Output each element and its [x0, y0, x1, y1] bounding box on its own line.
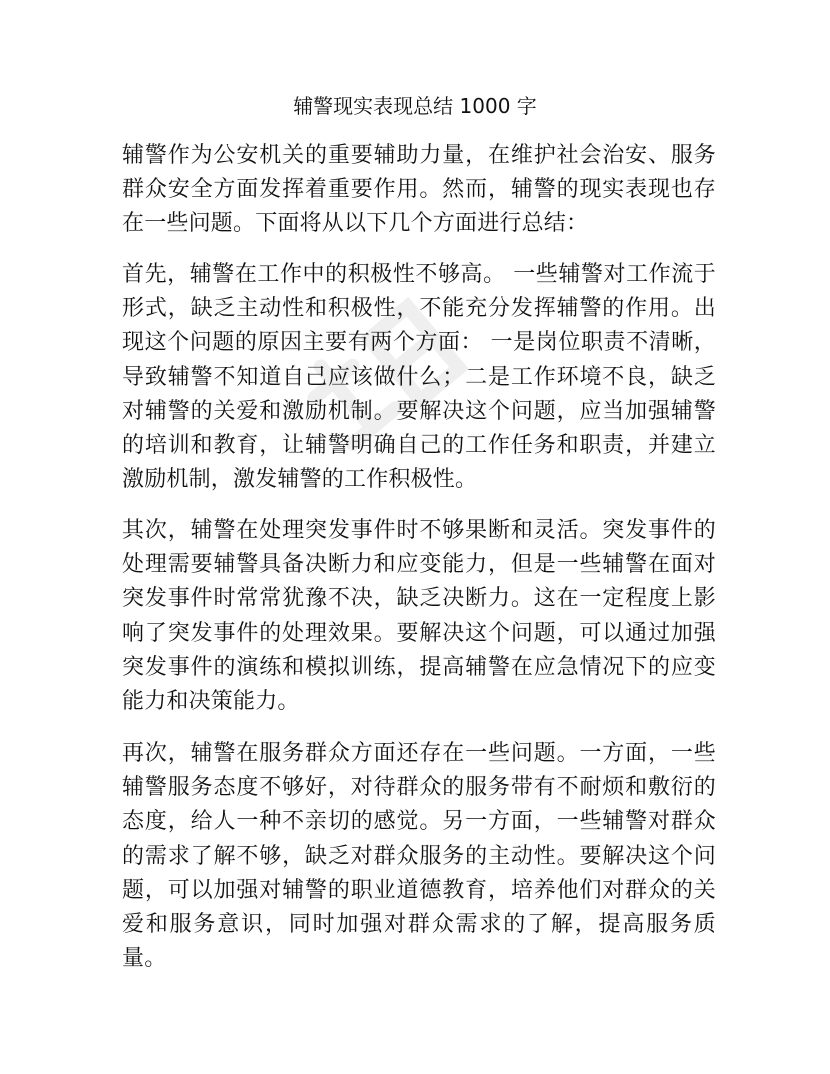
page-title: 辅警现实表现总结 1000 字: [293, 94, 537, 118]
paragraph-intro: 辅警作为公安机关的重要辅助力量，在维护社会治安、服务群众安全方面发挥着重要作用。然而，辅警的现实表现也存在一些问题。下面将从以下几个方面进行总结：: [122, 143, 716, 237]
paragraph-first: 首先，辅警在工作中的积极性不够高。 一些辅警对工作流于形式，缺乏主动性和积极性，不能充分发挥辅警的作用。出现这个问题的原因主要有两个方面： 一是岗位职责不清晰，导致辅警不知道自己应该做什么；二是工作环境不良，缺乏对辅警的关爱和激励机制。要解决这个问题，应当加强辅警的培训和教育，让辅警明确自己的工作任务和职责，并建立激励机制，激发辅警的工作积极性。: [122, 262, 716, 493]
paragraph-third: 再次，辅警在服务群众方面还存在一些问题。一方面，一些辅警服务态度不够好，对待群众的服务带有不耐烦和敷衍的态度，给人一种不亲切的感觉。另一方面，一些辅警对群众的需求了解不够，缺乏对群众服务的主动性。要解决这个问题，可以加强对辅警的职业道德教育，培养他们对群众的关爱和服务意识，同时加强对群众需求的了解，提高服务质量。: [122, 741, 716, 972]
paragraph-second: 其次，辅警在处理突发事件时不够果断和灵活。突发事件的处理需要辅警具备决断力和应变能力，但是一些辅警在面对突发事件时常常犹豫不决，缺乏决断力。这在一定程度上影响了突发事件的处理效果。要解决这个问题，可以通过加强突发事件的演练和模拟训练，提高辅警在应急情况下的应变能力和决策能力。: [122, 518, 716, 715]
